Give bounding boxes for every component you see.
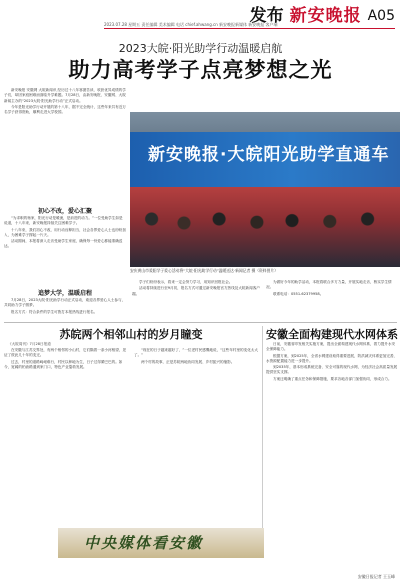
article-paragraph: 根据方案，到2025年，全省水网建设取得重要进展，防洪减灾体系更加完善，水资源配置能力进一步提升。 [266,353,398,363]
article-column [132,280,260,320]
article-title: 安徽全面构建现代水网体系 [266,328,398,341]
section-divider [4,322,397,323]
article-title: 苏皖两个相邻山村的岁月瞳变 [59,328,203,341]
article-byline: 《大皖周刊》7月28日报道 [8,342,51,346]
section-heading: 初心不改，爱心汇聚 [37,208,92,215]
section-heading: 追梦大学，温暖启程 [37,290,92,297]
lead-paragraph: 新安晚报 安徽网 大皖新闻讯 经历过十八年寒窗苦读，收获优异成绩的学子们，却因家庭困难而面临升学难题。7月28日，由新安晚报、安徽网、大皖新闻主办的“2023大皖·阳光助学行动”正式启动。 [4,88,126,103]
header-meta: 2023.07.28 星期五 责任编辑 美术编辑 电话 chief.ahwang.cn 新安晚报新媒体 新安晚报 客户端 [104,22,278,27]
article-paragraph: 过去，村里的道路崎岖难行，村民以种地为生，日子过得紧巴巴的。如今，宽阔的柏油路通到家门口，特色产业蓬勃发展。 [4,359,123,369]
footer-byline: 安徽日报记者 王玉峰 [357,574,395,579]
section-paragraph: 7月28日，2023大皖·阳光助学行动正式启动，欢迎各界爱心人士参与，共同助力学子圆梦。 [4,298,126,308]
headline-kicker: 2023大皖·阳光助学行动温暖启航 [118,42,283,55]
column-paragraph: 活动将持续进行至9月初，报名方式可通过新安晚报官方热线及大皖新闻客户端。 [132,286,260,296]
column-banner-image [58,528,264,558]
article-column [266,342,398,574]
main-headline: 助力高考学子点亮梦想之光 [68,58,333,82]
newspaper-logo: 新安晚报 [289,6,362,26]
article-column [134,348,258,524]
article-paragraph: 在安徽与江苏交界处，有两个相邻的小山村，它们隔着一条小河相望，见证了彼此几十年的变迁。 [4,348,126,358]
lead-paragraph: 今年是阳光助学行动开展的第十八年，据不完全统计，这些年来共有近万名学子获得资助，顺利走进大学校园。 [4,104,126,115]
article-column [4,348,128,524]
section-paragraph: 报名方式：符合条件的学生可拨打本报热线进行报名。 [11,309,98,314]
section-paragraph: 十八年来，我们初心不改，用行动诠释担当，社会各界爱心人士也纷纷加入，为困难学子撑起一片天。 [4,227,126,237]
section-paragraph: “为求职的杨家，阳光行动是暖流，是前进的动力。”一位受助学生如是说道，十八年来，新安晚报持续关注困难学子。 [4,216,123,226]
page-number: A05 [367,8,395,24]
photo-caption: 安庆黄山市爱阳学子爱心活动将“大皖·阳光助学行动”温暖送达·新闻记者 摄（资料图片） [130,268,279,273]
column-banner-text: 中央媒体看安徽 [84,534,204,552]
article-paragraph: “现在的日子越来越好了，”一位老村民感慨地说，“这些年村里的变化太大了。” [134,348,258,358]
photo-banner-text: 新安晚报·大皖阳光助学直通车 [148,145,390,165]
section-body [4,298,126,320]
header-rule [104,28,395,29]
section-body [4,216,126,284]
article-paragraph: 到2035年，基本形成系统完备、安全可靠的现代水网，为经济社会高质量发展提供坚实支撑。 [266,365,398,375]
lead-article [4,88,126,200]
article-paragraph: 日前，安徽省印发相关实施方案，提出全面构建现代水网体系，着力提升水安全保障能力。 [266,342,396,352]
article-paragraph: 方案还明确了重点任务和保障措施，要求各地各部门加强协同，形成合力。 [273,376,392,381]
article-column [266,280,398,320]
article-paragraph: 两个村的故事，正是苏皖两地协同发展、乡村振兴的缩影。 [141,359,235,364]
column-paragraph: 学子们纷纷表示，将来一定会努力学习，用知识回报社会。 [139,280,233,284]
section-paragraph: 活动期间，本报将深入走访受助学生家庭，确保每一份爱心都能准确送达。 [4,239,123,249]
column-paragraph: 联系电话：0551-62379958。 [273,291,324,296]
event-photo [130,112,400,267]
column-divider [262,326,263,532]
photo-crowd [130,187,400,267]
column-paragraph: 为做好今年的助学活动，本报将联合多方力量，开展实地走访，核实学生情况。 [266,280,392,290]
section-label: 发布 [249,6,284,26]
